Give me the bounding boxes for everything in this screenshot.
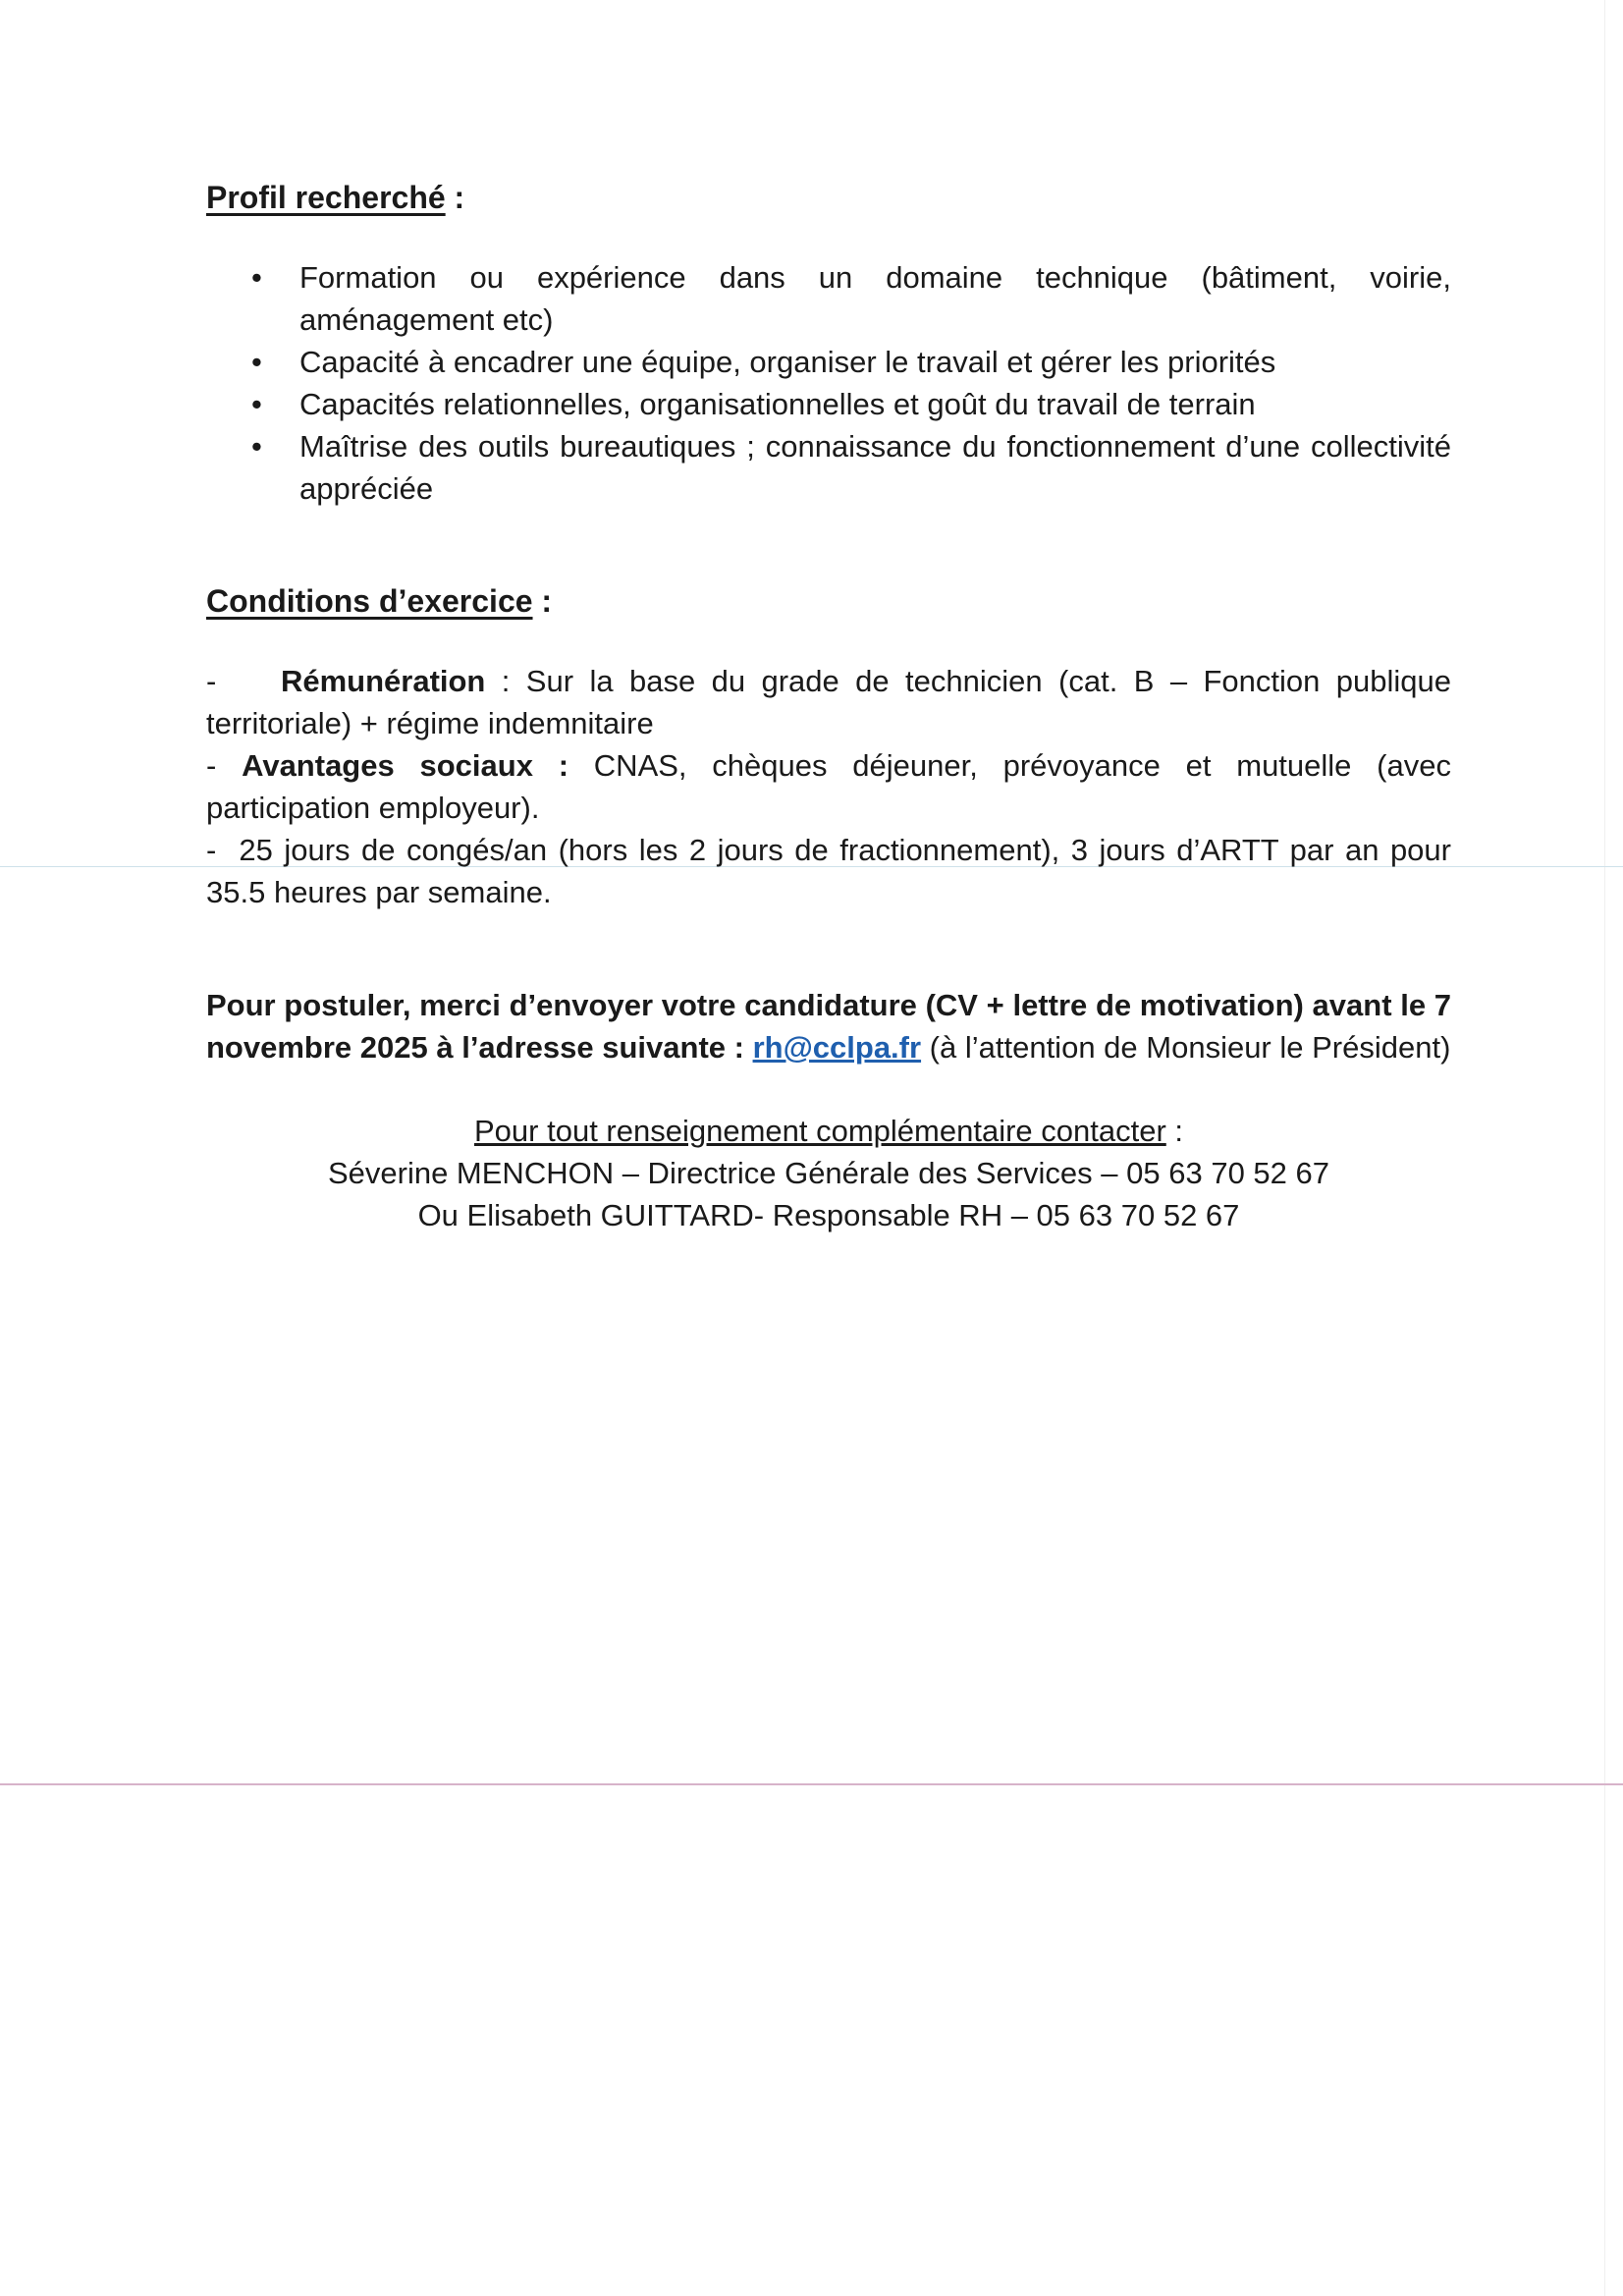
profil-list: [206, 256, 1451, 510]
bullet-icon: •: [251, 260, 262, 295]
conditions-body: [206, 660, 1451, 913]
contact-intro: Pour tout renseignement complémentaire contacter :: [474, 1114, 1183, 1148]
document-content: [206, 177, 1451, 1236]
contact-block: [206, 1110, 1451, 1236]
scan-edge: [1604, 0, 1605, 2296]
bullet-icon: •: [251, 345, 262, 379]
bullet-icon: •: [251, 429, 262, 464]
apply-paragraph: Pour postuler, merci d’envoyer votre candidature (CV + lettre de motivation) avant le 7 novembre 2025 à l’adresse suivante : rh@cclpa.fr (à l’attention de Monsieur le Président): [206, 988, 1451, 1065]
list-item: • Maîtrise des outils bureautiques ; connaissance du fonctionnement d’une collectivité appréciée: [206, 425, 1451, 510]
profil-heading: Profil recherché :: [206, 180, 465, 215]
contact-line-2: Ou Elisabeth GUITTARD- Responsable RH – 05 63 70 52 67: [417, 1198, 1240, 1232]
scan-artifact-line: [0, 1783, 1623, 1785]
email-link[interactable]: rh@cclpa.fr: [752, 1030, 922, 1065]
conditions-heading: Conditions d’exercice :: [206, 583, 553, 619]
list-item: • Capacité à encadrer une équipe, organiser le travail et gérer les priorités: [206, 341, 1451, 383]
conges-paragraph: - 25 jours de congés/an (hors les 2 jours de fractionnement), 3 jours d’ARTT par an pour 35.5 heures par semaine.: [206, 833, 1451, 909]
list-item: • Capacités relationnelles, organisationnelles et goût du travail de terrain: [206, 383, 1451, 425]
list-item: • Formation ou expérience dans un domaine technique (bâtiment, voirie, aménagement etc): [206, 256, 1451, 341]
dash-icon: -: [206, 748, 217, 783]
bullet-icon: •: [251, 387, 262, 421]
dash-icon: -: [206, 833, 217, 867]
avantages-paragraph: - Avantages sociaux : CNAS, chèques déjeuner, prévoyance et mutuelle (avec participation employeur).: [206, 748, 1451, 825]
dash-icon: -: [206, 664, 217, 698]
remuneration-paragraph: - Rémunération : Sur la base du grade de technicien (cat. B – Fonction publique territoriale) + régime indemnitaire: [206, 664, 1451, 740]
contact-line-1: Séverine MENCHON – Directrice Générale des Services – 05 63 70 52 67: [327, 1156, 1330, 1190]
